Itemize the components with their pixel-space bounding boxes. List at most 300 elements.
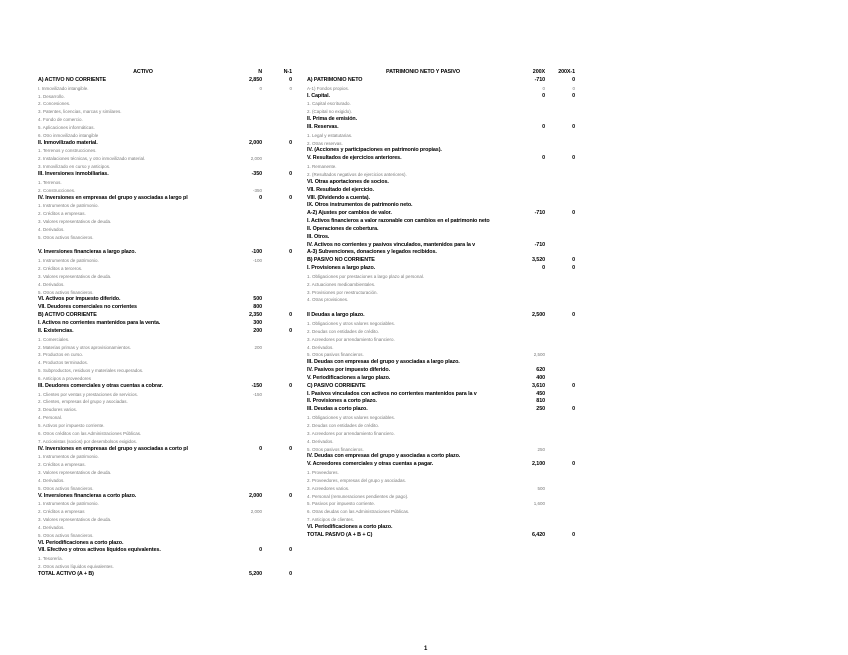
row-label: 1. Obligaciones y otros valores negociables. [307, 321, 396, 326]
activo-row [38, 383, 294, 391]
row-label: 1. Terrenos. [38, 179, 62, 185]
row-label: 2. Otras reservas. [307, 140, 343, 146]
pasivo-row [307, 532, 575, 540]
row-label: 5. Otros activos financieros. [38, 532, 94, 538]
row-value-current: 250 [536, 406, 545, 413]
activo-row [38, 242, 294, 250]
row-value-current: 450 [536, 390, 545, 397]
row-label: I. Activos financieros a valor razonable con cambios en el patrimonio neto [307, 218, 490, 225]
row-label: 6. Otro inmovilizado intangible [38, 132, 99, 138]
row-label: 6. Anticipos a proveedores [38, 375, 92, 381]
row-label: 1. Instrumentos de patrimonio. [38, 501, 99, 507]
activo-row [38, 453, 294, 461]
row-value-current: 0 [259, 85, 262, 91]
row-value-current: 2,000 [250, 509, 262, 515]
row-label: 3. Valores representativos de deuda. [38, 219, 112, 225]
pasivo-row [307, 422, 575, 430]
pasivo-row [307, 242, 575, 250]
activo-row [38, 375, 294, 383]
row-label: I. Capital. [307, 92, 330, 99]
row-value-current: -710 [534, 241, 545, 248]
row-label: 5. Activos por impuesto corriente. [38, 422, 105, 428]
row-label: 1. Legal y estatutarias. [307, 132, 353, 138]
row-label: V. Inversiones financieras a largo plazo. [38, 249, 136, 256]
row-label: I. Activos no corrientes mantenidos para la venta. [38, 320, 161, 326]
row-value-previous: 0 [289, 571, 292, 577]
row-label: 1. Comerciales. [38, 336, 70, 342]
row-label: 3. Inmovilizado en curso y anticipos. [38, 164, 111, 170]
row-label: III. Deudores comerciales y otras cuentas a cobrar. [38, 382, 163, 389]
row-value-current: 620 [536, 367, 545, 374]
row-label: V. Resultados de ejercicios anteriores. [307, 155, 402, 162]
activo-header-n: N [258, 69, 262, 75]
row-label: I. Provisiones a largo plazo. [307, 265, 376, 272]
pasivo-header-row [307, 69, 575, 77]
row-label: III. Deudas a corto plazo. [307, 406, 368, 413]
row-label: 5. Subproductos, residuos y materiales recuperados. [38, 368, 144, 374]
activo-row [38, 195, 294, 203]
row-label: 4. Fondo de comercio. [38, 117, 83, 123]
row-label: II Deudas a largo plazo. [307, 312, 365, 319]
row-label: 1. Desarrollo. [38, 93, 65, 99]
pasivo-row [307, 359, 575, 367]
pasivo-row [307, 469, 575, 477]
row-value-previous: 0 [572, 265, 575, 272]
activo-header-row [38, 69, 294, 77]
pasivo-row [307, 147, 575, 155]
activo-row [38, 367, 294, 375]
pasivo-row [307, 289, 575, 297]
activo-row [38, 281, 294, 289]
row-label: 3. Valores representativos de deuda. [38, 273, 112, 279]
row-label: 4. Derivados. [38, 281, 65, 287]
activo-row [38, 124, 294, 132]
pasivo-row [307, 132, 575, 140]
page-number: 1 [424, 646, 428, 652]
row-label: A-1) Fondos propios. [307, 85, 350, 91]
row-value-current: 0 [542, 155, 545, 162]
activo-row [38, 359, 294, 367]
row-label: 3. Acreedores por arrendamiento financiero. [307, 430, 395, 436]
activo-row [38, 547, 294, 555]
activo-row [38, 234, 294, 242]
activo-row [38, 100, 294, 108]
row-label: III. Reservas. [307, 123, 339, 130]
row-label: VI. Periodificaciones a corto plazo. [38, 539, 124, 546]
pasivo-row [307, 210, 575, 218]
activo-row [38, 406, 294, 414]
row-label: 2. Créditos a terceros. [38, 266, 83, 272]
pasivo-row [307, 344, 575, 352]
row-value-previous: 0 [572, 257, 575, 264]
pasivo-row [307, 524, 575, 532]
activo-row [38, 555, 294, 563]
row-label: 1. Instrumentos de patrimonio. [38, 258, 99, 264]
pasivo-row [307, 383, 575, 391]
pasivo-header-label: PATRIMONIO NETO Y PASIVO [386, 69, 460, 75]
row-value-current: 2,500 [533, 352, 545, 358]
pasivo-row [307, 265, 575, 273]
activo-row [38, 304, 294, 312]
pasivo-header-prev-year: 200X-1 [558, 69, 575, 75]
row-label: 3. Acreedores por arrendamiento financiero. [307, 336, 395, 342]
row-label: 2. Actuaciones medioambientales. [307, 281, 376, 287]
activo-row [38, 155, 294, 163]
row-value-current: 300 [253, 320, 262, 326]
row-label: 3. Valores representativos de deuda. [38, 517, 112, 523]
row-value-previous: 0 [572, 382, 575, 389]
pasivo-row [307, 516, 575, 524]
row-value-previous: 0 [572, 531, 575, 538]
pasivo-row [307, 163, 575, 171]
row-value-previous: 0 [289, 194, 292, 201]
activo-row [38, 485, 294, 493]
pasivo-row [307, 108, 575, 116]
row-label: IV. Inversiones en empresas del grupo y asociadas a largo pl [38, 194, 188, 201]
row-value-current: 0 [259, 547, 262, 554]
row-value-current: -710 [534, 210, 545, 217]
row-label: V. Periodificaciones a largo plazo. [307, 374, 391, 381]
row-label: 3. Deudores varios. [38, 407, 78, 413]
pasivo-row [307, 218, 575, 226]
row-label: 2. Clientes, empresas del grupo y asociadas. [38, 399, 128, 405]
row-label: VI. Periodificaciones a corto plazo. [307, 523, 393, 530]
activo-row [38, 508, 294, 516]
row-label: 4. Otras provisiones. [307, 297, 349, 303]
row-label: 1. Obligaciones por prestaciones a largo plazo al personal. [307, 273, 425, 279]
row-label: 1. Remanente. [307, 164, 337, 170]
row-label: 4. Derivados. [38, 524, 65, 530]
row-label: C) PASIVO CORRIENTE [307, 382, 366, 389]
row-label: 2. Concesiones. [38, 101, 71, 107]
row-value-current: -350 [251, 170, 262, 177]
pasivo-row [307, 234, 575, 242]
row-value-current: 6,420 [532, 531, 545, 538]
row-value-previous: 0 [572, 155, 575, 162]
row-value-current: 500 [253, 296, 262, 303]
row-value-current: 1,600 [533, 501, 545, 507]
activo-row [38, 108, 294, 116]
pasivo-row [307, 281, 575, 289]
row-label: TOTAL ACTIVO (A + B) [38, 571, 94, 577]
row-value-previous: 0 [289, 249, 292, 256]
row-label: 3. Valores representativos de deuda. [38, 470, 112, 476]
pasivo-row [307, 438, 575, 446]
pasivo-row [307, 391, 575, 399]
activo-row [38, 257, 294, 265]
row-label: 5. Otros activos financieros. [38, 485, 94, 491]
row-value-previous: 0 [289, 139, 292, 146]
pasivo-row [307, 195, 575, 203]
row-label: 4. Personal (remuneraciones pendientes de pago). [307, 493, 409, 499]
row-label: VIII. (Dividendo a cuenta). [307, 194, 370, 201]
row-label: B) PASIVO NO CORRIENTE [307, 257, 375, 264]
pasivo-row [307, 273, 575, 281]
activo-row [38, 249, 294, 257]
row-label: III. Inversiones inmobiliarias. [38, 170, 109, 177]
row-label: IX. Otros instrumentos de patrimonio neto. [307, 202, 413, 209]
row-label: 2. Proveedores, empresas del grupo y asociadas. [307, 477, 407, 483]
row-value-current: 0 [259, 194, 262, 201]
pasivo-row [307, 100, 575, 108]
row-label: 4. Derivados. [38, 477, 65, 483]
pasivo-row [307, 446, 575, 454]
row-label: III. Deudas con empresas del grupo y asociadas a largo plazo. [307, 359, 460, 366]
row-value-current: 0 [542, 92, 545, 99]
pasivo-row [307, 375, 575, 383]
pasivo-row [307, 304, 575, 312]
row-value-current: -100 [252, 258, 262, 264]
row-value-current: 2,500 [532, 312, 545, 319]
row-label: 1. Tesorería. [38, 556, 63, 562]
activo-row [38, 202, 294, 210]
row-label: III. Otros. [307, 233, 330, 240]
row-label: 2. Otros activos líquidos equivalentes. [38, 564, 114, 570]
activo-row [38, 93, 294, 101]
row-value-current: 400 [536, 374, 545, 381]
activo-row [38, 179, 294, 187]
row-value-current: 0 [542, 265, 545, 272]
row-label: A-2) Ajustes por cambios de valor. [307, 210, 392, 217]
row-label: 2. Construcciones. [38, 187, 76, 193]
activo-row [38, 265, 294, 273]
activo-row [38, 430, 294, 438]
pasivo-row [307, 320, 575, 328]
row-label: 5. Otros pasivos financieros. [307, 352, 364, 358]
row-label: 2. (Resultados negativos de ejercicios anteriores). [307, 171, 407, 177]
row-value-current: 3,520 [532, 257, 545, 264]
activo-row [38, 351, 294, 359]
activo-row [38, 524, 294, 532]
activo-row [38, 398, 294, 406]
row-value-current: 500 [537, 485, 545, 491]
activo-row [38, 532, 294, 540]
activo-row [38, 563, 294, 571]
row-label: 4. Personal. [38, 415, 63, 421]
pasivo-row [307, 367, 575, 375]
row-label: 2. Deudas con entidades de crédito. [307, 422, 380, 428]
row-value-current: 5,200 [249, 571, 262, 577]
row-value-current: -710 [534, 76, 545, 83]
row-value-previous: 0 [289, 327, 292, 334]
activo-row [38, 147, 294, 155]
row-label: 4. Derivados. [307, 438, 334, 444]
pasivo-row [307, 179, 575, 187]
row-label: II. Prima de emisión. [307, 116, 358, 123]
row-label: I. Pasivos vinculados con activos no corrientes mantenidos para la v [307, 390, 477, 397]
row-value-current: 2,350 [249, 312, 262, 319]
row-label: 2. Créditos a empresas [38, 509, 85, 515]
row-label: 1. Obligaciones y otros valores negociables. [307, 415, 396, 421]
row-value-previous: 0 [572, 406, 575, 413]
row-value-previous: 0 [572, 312, 575, 319]
activo-header-label: ACTIVO [133, 69, 153, 75]
activo-row [38, 336, 294, 344]
pasivo-row [307, 493, 575, 501]
row-label: A) PATRIMONIO NETO [307, 76, 363, 83]
activo-row [38, 226, 294, 234]
row-label: 6. Otras deudas con las Administraciones Públicas. [307, 509, 410, 515]
activo-row [38, 516, 294, 524]
row-label: 3. Provisiones por reestructuración. [307, 289, 378, 295]
row-value-current: 800 [253, 304, 262, 311]
pasivo-row [307, 124, 575, 132]
row-label: IV. Deudas con empresas del grupo y asociadas a corto plazo. [307, 453, 461, 460]
row-value-current: 2,000 [249, 492, 262, 499]
row-label: 2. Deudas con entidades de crédito. [307, 328, 380, 334]
activo-row [38, 296, 294, 304]
row-label: 2. Instalaciones técnicas, y otro inmovilizado material. [38, 156, 146, 162]
activo-row [38, 446, 294, 454]
pasivo-row [307, 312, 575, 320]
activo-row [38, 140, 294, 148]
row-value-current: -150 [251, 382, 262, 389]
row-label: II. Inmovilizado material. [38, 139, 98, 146]
row-value-current: 2,850 [249, 76, 262, 83]
pasivo-row [307, 202, 575, 210]
row-value-previous: 0 [289, 547, 292, 554]
pasivo-row [307, 430, 575, 438]
pasivo-row [307, 249, 575, 257]
activo-row [38, 477, 294, 485]
pasivo-row [307, 257, 575, 265]
activo-row [38, 132, 294, 140]
row-label: IV. Pasivos por impuesto diferido. [307, 367, 390, 374]
activo-row [38, 571, 294, 579]
pasivo-row [307, 116, 575, 124]
pasivo-row [307, 171, 575, 179]
pasivo-row [307, 140, 575, 148]
activo-row [38, 540, 294, 548]
row-value-current: 810 [536, 398, 545, 405]
activo-row [38, 289, 294, 297]
activo-row [38, 493, 294, 501]
row-label: 1. Terrenos y construcciones. [38, 148, 97, 154]
row-value-previous: 0 [572, 76, 575, 83]
row-value-previous: 0 [572, 210, 575, 217]
row-label: 4. Derivados. [38, 226, 65, 232]
row-label: 1. Instrumentos de patrimonio. [38, 203, 99, 209]
pasivo-row [307, 406, 575, 414]
row-label: 7. Accionistas (socios) por desembolsos exigidos. [38, 438, 138, 444]
pasivo-row [307, 77, 575, 85]
activo-row [38, 320, 294, 328]
row-label: 1. Capital escriturado. [307, 101, 351, 107]
activo-header-n1: N-1 [283, 69, 292, 75]
row-value-current: 2,000 [250, 156, 262, 162]
row-label: V. Inversiones financieras a corto plazo. [38, 492, 137, 499]
activo-row [38, 187, 294, 195]
row-label: 2. Materias primas y otros aprovisionamientos. [38, 344, 132, 350]
row-label: VII. Resultado del ejercicio. [307, 186, 374, 193]
row-label: IV. (Acciones y participaciones en patrimonio propias). [307, 147, 442, 154]
row-value-current: -150 [252, 391, 262, 397]
activo-row [38, 171, 294, 179]
row-label: II. Operaciones de cobertura. [307, 225, 379, 232]
row-label: 1. Proveedores. [307, 470, 339, 476]
pasivo-table [307, 69, 575, 540]
activo-row [38, 469, 294, 477]
activo-row [38, 414, 294, 422]
row-label: 3. Patentes, licencias, marcas y similares. [38, 109, 122, 115]
row-value-current: -100 [251, 249, 262, 256]
row-label: 2. Créditos a empresas. [38, 211, 86, 217]
pasivo-row [307, 461, 575, 469]
activo-row [38, 391, 294, 399]
pasivo-row [307, 187, 575, 195]
row-label: II. Provisiones a corto plazo. [307, 398, 377, 405]
activo-row [38, 116, 294, 124]
pasivo-row [307, 296, 575, 304]
row-value-previous: 0 [572, 461, 575, 468]
row-label: 1. Clientes por ventas y prestaciones de servicios. [38, 391, 139, 397]
row-label: A-3) Subvenciones, donaciones y legados recibidos. [307, 249, 437, 256]
pasivo-row [307, 414, 575, 422]
row-label: 6. Otros créditos con las Administraciones Públicas. [38, 430, 142, 436]
row-value-current: 2,000 [249, 139, 262, 146]
pasivo-row [307, 477, 575, 485]
row-label: 3. Acreedores varios. [307, 485, 350, 491]
row-value-previous: 0 [289, 445, 292, 452]
row-label: 3. Productos en curso. [38, 352, 84, 358]
activo-table [38, 69, 294, 579]
row-label: 5. Pasivos por impuesto corriente. [307, 501, 376, 507]
row-label: 2. (Capital no exigido). [307, 109, 353, 115]
row-label: 5. Otros activos financieros. [38, 234, 94, 240]
row-value-current: 0 [542, 85, 545, 91]
pasivo-row [307, 500, 575, 508]
row-label: B) ACTIVO CORRIENTE [38, 312, 97, 319]
row-label: V. Acreedores comerciales y otras cuentas a pagar. [307, 461, 434, 468]
row-label: VI. Activos por impuesto diferido. [38, 296, 121, 303]
activo-row [38, 461, 294, 469]
activo-row [38, 328, 294, 336]
pasivo-row [307, 226, 575, 234]
activo-row [38, 210, 294, 218]
row-label: 4. Derivados. [307, 344, 334, 350]
pasivo-header-year: 200X [532, 69, 545, 75]
activo-row [38, 273, 294, 281]
row-value-current: 250 [537, 446, 545, 452]
row-value-previous: 0 [289, 382, 292, 389]
pasivo-row [307, 328, 575, 336]
activo-row [38, 85, 294, 93]
row-label: VII. Deudores comerciales no corrientes [38, 304, 137, 311]
activo-row [38, 218, 294, 226]
pasivo-row [307, 351, 575, 359]
row-value-previous: 0 [572, 85, 575, 91]
row-label: 7. Anticipos de clientes. [307, 517, 355, 523]
pasivo-row [307, 398, 575, 406]
row-label: IV. Activos no corrientes y pasivos vinculados, mantenidos para la v [307, 241, 476, 248]
row-value-current: 3,610 [532, 382, 545, 389]
row-label: TOTAL PASIVO (A + B + C) [307, 531, 373, 538]
pasivo-row [307, 453, 575, 461]
row-value-previous: 0 [289, 76, 292, 83]
row-label: 2. Créditos a empresas. [38, 462, 86, 468]
activo-row [38, 344, 294, 352]
row-label: A) ACTIVO NO CORRIENTE [38, 76, 106, 83]
row-label: 4. Productos terminados. [38, 360, 89, 366]
row-label: VI. Otras aportaciones de socios. [307, 178, 389, 185]
pasivo-row [307, 93, 575, 101]
row-value-previous: 0 [572, 92, 575, 99]
row-value-current: 0 [259, 445, 262, 452]
row-value-previous: 0 [289, 85, 292, 91]
row-label: I. Inmovilizado intangible. [38, 85, 89, 91]
row-label: 5. Otros activos financieros. [38, 289, 94, 295]
row-label: 5. Otros pasivos financieros. [307, 446, 364, 452]
